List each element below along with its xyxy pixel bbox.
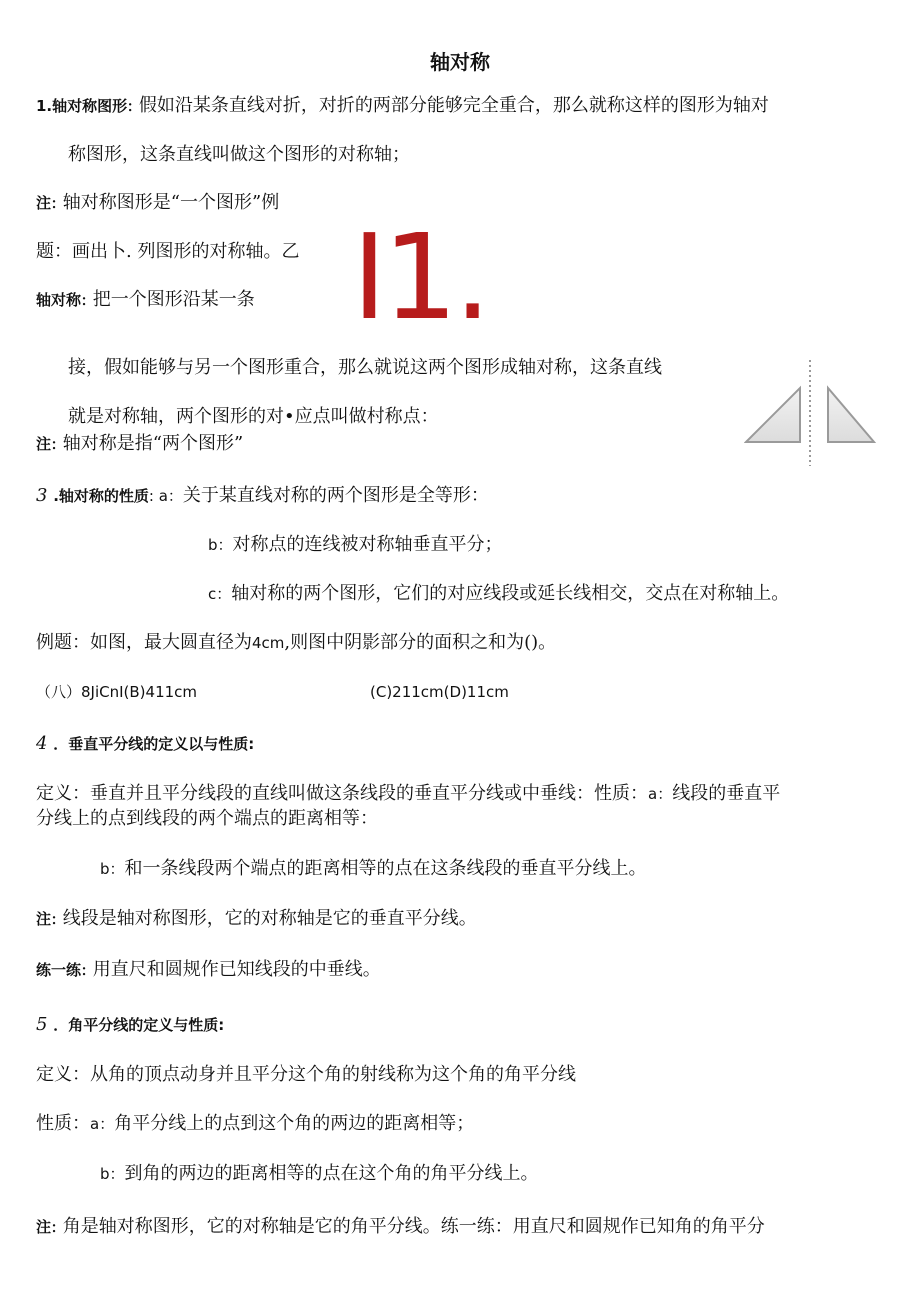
section-3-number: 3 xyxy=(36,485,48,506)
section-4-note-label: 注 xyxy=(36,910,52,928)
example-2-value: 4cm xyxy=(252,634,285,652)
example-2-option-c-d: (C)211cm(D)11cm xyxy=(370,683,509,701)
section-5-property-a xyxy=(36,1112,474,1136)
example-2-suffix: ,则图中阴影部分的面积之和为()。 xyxy=(284,632,557,653)
section-4-practice-label: 练一练 xyxy=(36,961,82,979)
section-3-line-a xyxy=(36,484,489,508)
section-1-label: 1.轴对称图形 xyxy=(36,97,128,115)
section-5-a-text: 角平分线上的点到这个角的两边的距离相等； xyxy=(114,1113,475,1134)
example-2-option-a-b: （八）8JiCnI(B)411cm xyxy=(36,683,198,701)
section-5-note xyxy=(36,1215,765,1239)
section-5-property-b xyxy=(100,1162,539,1186)
section-3-b-text: 对称点的连线被对称轴垂直平分； xyxy=(232,534,503,555)
section-2-line-3: 就是对称轴，两个图形的对•应点叫做村称点： xyxy=(68,406,439,427)
section-2-text: : 把一个图形沿某一条 xyxy=(81,289,255,310)
section-4-practice-text: : 用直尺和圆规作已知线段的中垂线。 xyxy=(81,959,381,980)
left-triangle xyxy=(746,388,800,442)
section-5-note-text: : 角是轴对称图形，它的对称轴是它的角平分线。练一练：用直尺和圆规作已知角的角平分 xyxy=(51,1216,765,1237)
section-3-c-label: c： xyxy=(208,585,232,603)
section-3-line-c xyxy=(208,582,789,606)
section-4-b-label: b： xyxy=(100,860,125,878)
note-1-label: 注 xyxy=(36,194,52,212)
note-1-text: : 轴对称图形是“一个图形”例 xyxy=(51,192,280,213)
section-4-definition-line-1 xyxy=(36,782,780,806)
note-2-text: : 轴对称是指“两个图形” xyxy=(51,433,244,454)
section-5-label: ．角平分线的定义与性质: xyxy=(53,1016,225,1034)
section-4-practice xyxy=(36,958,381,982)
section-3-label: .轴对称的性质 xyxy=(53,487,149,505)
section-4-note xyxy=(36,907,477,931)
example-2-prefix: 例题：如图，最大圆直径为 xyxy=(36,632,252,653)
section-3-a-label: : a： xyxy=(148,487,183,505)
section-4-b-text: 和一条线段两个端点的距离相等的点在这条线段的垂直平分线上。 xyxy=(124,858,647,879)
red-ink-mark: I1. xyxy=(352,208,488,346)
section-5-definition: 定义：从角的顶点动身并且平分这个角的射线称为这个角的角平分线 xyxy=(36,1064,576,1085)
section-1-line-2: 称图形，这条直线叫做这个图形的对称轴； xyxy=(68,144,410,165)
section-5-b-label: b： xyxy=(100,1165,125,1183)
section-2-line-1 xyxy=(36,288,255,312)
section-4-note-text: : 线段是轴对称图形，它的对称轴是它的垂直平分线。 xyxy=(51,908,477,929)
section-2-label: 轴对称 xyxy=(36,291,82,309)
section-5-note-label: 注 xyxy=(36,1218,52,1236)
example-1: 题：画出卜. 列图形的对称轴。乙 xyxy=(36,241,300,262)
section-4-property-b xyxy=(100,857,647,881)
right-triangle xyxy=(828,388,874,442)
section-5-heading xyxy=(36,1013,224,1037)
section-3-c-text: 轴对称的两个图形，它们的对应线段或延长线相交，交点在对称轴上。 xyxy=(231,583,790,604)
section-4-def-c: 线段的垂直平 xyxy=(672,783,781,804)
section-1-text: : 假如沿某条直线对折，对折的两部分能够完全重合，那么就称这样的图形为轴对 xyxy=(127,95,769,116)
section-4-def-a: 定义：垂直并且平分线段的直线叫做这条线段的垂直平分线或中垂线：性质： xyxy=(36,783,648,804)
example-2 xyxy=(36,631,556,655)
page-title: 轴对称 xyxy=(430,50,490,74)
section-5-b-text: 到角的两边的距离相等的点在这个角的角平分线上。 xyxy=(124,1163,539,1184)
section-4-def-b: a： xyxy=(648,785,673,803)
section-1-line-1 xyxy=(36,94,769,118)
section-4-heading xyxy=(36,732,254,756)
section-4-label: ．垂直平分线的定义以与性质: xyxy=(53,735,255,753)
symmetric-triangles-figure xyxy=(744,358,878,470)
note-2-label: 注 xyxy=(36,435,52,453)
note-2 xyxy=(36,432,243,456)
section-5-number: 5 xyxy=(36,1014,48,1035)
section-3-line-b xyxy=(208,533,503,557)
section-5-prop-prefix: 性质： xyxy=(36,1113,90,1134)
section-4-definition-line-2: 分线上的点到线段的两个端点的距离相等： xyxy=(36,808,378,829)
section-2-line-2: 接，假如能够与另一个图形重合，那么就说这两个图形成轴对称，这条直线 xyxy=(68,357,662,378)
note-1 xyxy=(36,191,279,215)
section-3-a-text: 关于某直线对称的两个图形是全等形： xyxy=(182,485,489,506)
section-4-number: 4 xyxy=(36,733,48,754)
section-3-b-label: b： xyxy=(208,536,233,554)
section-5-a-label: a： xyxy=(90,1115,115,1133)
